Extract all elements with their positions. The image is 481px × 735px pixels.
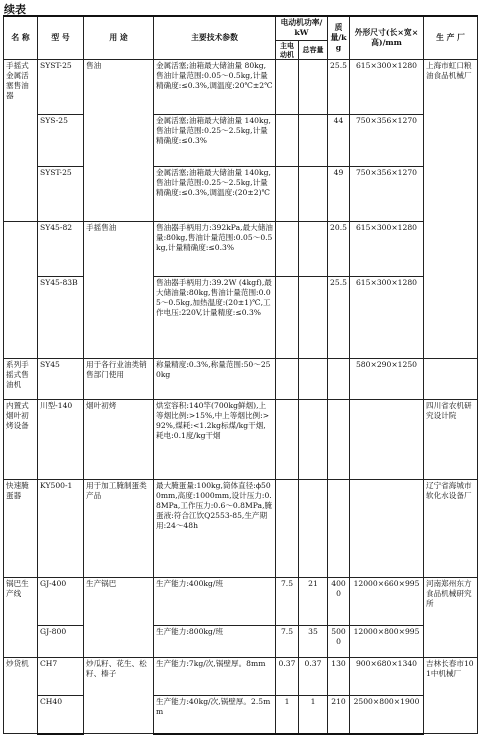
cell-power-main [276, 400, 299, 480]
cell-dims: 580×290×1250 [350, 359, 424, 400]
cell-mass [328, 480, 350, 578]
cell-mass: 20.5 [328, 222, 350, 277]
cell-mass: 210 [328, 696, 350, 734]
cell-params: 生产能力:7kg/次,锅壁厚。8mm [154, 658, 276, 696]
cell-use: 炒瓜籽、花生、松籽、榛子 [84, 658, 154, 734]
cell-params: 称量精度:0.3%,称量范围:50～250kg [154, 359, 276, 400]
cell-dims: 615×300×1280 [350, 60, 424, 115]
cell-power-main: 0.37 [276, 658, 299, 696]
table-row [4, 658, 478, 696]
cell-power-main [276, 359, 299, 400]
equipment-table [3, 15, 478, 735]
cell-dims: 750×356×1270 [350, 167, 424, 222]
cell-use: 用于各行业油类销售部门使用 [84, 359, 154, 400]
cell-power-main: 7.5 [276, 626, 299, 658]
cell-params: 金属活塞;油箱最大储油量 140kg,售油计量范围:0.25～2.5kg,计量精确度:≤0.3%,调温度:(20±2)℃ [154, 167, 276, 222]
cell-model: SYS-25 [38, 115, 84, 167]
cell-model: SYST-25 [38, 60, 84, 115]
cell-name: 内置式烟叶初烤设备 [4, 400, 38, 480]
cell-dims: 615×300×1280 [350, 222, 424, 277]
cell-power-total [299, 400, 328, 480]
cell-power-total [299, 222, 328, 277]
cell-mass: 25.5 [328, 277, 350, 359]
cell-power-main [276, 222, 299, 277]
cell-name: 系列手摇式售油机 [4, 359, 38, 400]
col-header-mass: 质量/kg [328, 16, 350, 60]
cell-model: 川型-140 [38, 400, 84, 480]
cell-params: 售油器手柄用力:392kPa,最大储油量:80kg,售油计量范围:0.05～0.5kg,计量精确度:≤0.3% [154, 222, 276, 277]
cell-mass: 130 [328, 658, 350, 696]
table-row [4, 696, 478, 734]
cell-maker: 河南郑州东方食品机械研究所 [424, 578, 478, 658]
cell-power-total [299, 167, 328, 222]
col-header-maker: 生 产 厂 [424, 16, 478, 60]
cell-dims: 900×680×1340 [350, 658, 424, 696]
cell-dims [350, 400, 424, 480]
cell-mass: 4000 [328, 578, 350, 626]
cell-model: GJ-400 [38, 578, 84, 626]
cell-dims: 615×300×1280 [350, 277, 424, 359]
cell-model: SYST-25 [38, 167, 84, 222]
cell-name: 快速腌蛋器 [4, 480, 38, 578]
cell-maker: 吉林长春市101中机械厂 [424, 658, 478, 734]
table-row [4, 359, 478, 400]
cell-mass: 5000 [328, 626, 350, 658]
cell-power-total: 35 [299, 626, 328, 658]
cell-use: 用于加工腌制蛋类产品 [84, 480, 154, 578]
continuation-label: 续表 [4, 3, 26, 16]
cell-power-total: 21 [299, 578, 328, 626]
cell-power-main [276, 60, 299, 115]
cell-maker: 四川省农机研究设计院 [424, 400, 478, 480]
cell-params: 金属活塞;油箱最大储油量 80kg,售油计量范围:0.05～0.5kg,计量精确度:≤0.3%,调温度:20℃±2℃ [154, 60, 276, 115]
cell-maker: 上海市虹口粮油食品机械厂 [424, 60, 478, 359]
cell-power-total [299, 115, 328, 167]
cell-mass [328, 359, 350, 400]
cell-params: 生产能力:40kg/次,锅壁厚。2.5mm [154, 696, 276, 734]
cell-name: 手摇式金属活塞售油器 [4, 60, 38, 222]
cell-use: 烟叶初烤 [84, 400, 154, 480]
cell-mass [328, 400, 350, 480]
cell-params: 最大腌蛋量:100kg,筒体直径:ϕ500mm,高度:1000mm,设计压力:0.8MPa,工作压力:0.6～0.8MPa,腌蛋液:符合江饮Q2553-85,生产期用:24～48h [154, 480, 276, 578]
cell-dims: 2500×800×1900 [350, 696, 424, 734]
cell-params: 生产能力:800kg/班 [154, 626, 276, 658]
table-row [4, 115, 478, 167]
cell-name [4, 222, 38, 359]
col-header-power-total: 总容量 [299, 40, 328, 59]
table-row [4, 277, 478, 359]
cell-power-total [299, 359, 328, 400]
cell-model: SY45 [38, 359, 84, 400]
table-row [4, 400, 478, 480]
table-row [4, 167, 478, 222]
cell-mass: 44 [328, 115, 350, 167]
cell-dims: 750×356×1270 [350, 115, 424, 167]
cell-model: KY500-1 [38, 480, 84, 578]
table-row [4, 578, 478, 626]
cell-power-main [276, 480, 299, 578]
cell-power-main [276, 277, 299, 359]
cell-mass: 25.5 [328, 60, 350, 115]
cell-params: 金属活塞;油箱最大储油量 140kg,售油计量范围:0.25～2.5kg,计量精确度:≤0.3% [154, 115, 276, 167]
cell-params: 生产能力:400kg/班 [154, 578, 276, 626]
cell-power-total [299, 480, 328, 578]
cell-params: 烘室容积:140竿(700kg鲜烟),上等烟比例:>15%,中上等烟比例:>92%,煤耗:<1.2kg标煤/kg干烟,耗电:0.1度/kg干烟 [154, 400, 276, 480]
cell-model: SY45-83B [38, 277, 84, 359]
cell-model: CH40 [38, 696, 84, 734]
cell-power-main [276, 115, 299, 167]
table-row [4, 60, 478, 115]
col-header-dims: 外形尺寸(长×宽×高)/mm [350, 16, 424, 60]
cell-maker [424, 359, 478, 400]
col-header-model: 型 号 [38, 16, 84, 60]
cell-model: CH7 [38, 658, 84, 696]
cell-power-total [299, 277, 328, 359]
cell-model: GJ-800 [38, 626, 84, 658]
col-header-power: 电动机功率/kW [276, 16, 328, 40]
cell-use: 生产锅巴 [84, 578, 154, 658]
table-row [4, 480, 478, 578]
cell-params: 售油器手柄用力:39.2W (4kgf),最大储油量:80kg,售油计量范围:0.05～0.5kg,加热温度:(20±1)℃,工作电压:220V,计量精度:≤0.3% [154, 277, 276, 359]
cell-power-main: 7.5 [276, 578, 299, 626]
cell-power-total: 1 [299, 696, 328, 734]
col-header-use: 用 途 [84, 16, 154, 60]
col-header-power-main: 主电动机 [276, 40, 299, 59]
cell-use: 售油 [84, 60, 154, 222]
table-row [4, 222, 478, 277]
cell-maker: 辽宁省海城市软化水设备厂 [424, 480, 478, 578]
cell-name: 锅巴生产线 [4, 578, 38, 658]
cell-power-main: 1 [276, 696, 299, 734]
cell-power-total [299, 60, 328, 115]
table-row [4, 626, 478, 658]
cell-use: 手摇售油 [84, 222, 154, 359]
cell-model: SY45-82 [38, 222, 84, 277]
col-header-name: 名 称 [4, 16, 38, 60]
cell-name: 炒货机 [4, 658, 38, 734]
cell-dims: 12000×800×995 [350, 626, 424, 658]
cell-dims [350, 480, 424, 578]
cell-dims: 12000×660×995 [350, 578, 424, 626]
cell-mass: 49 [328, 167, 350, 222]
cell-power-total: 0.37 [299, 658, 328, 696]
cell-power-main [276, 167, 299, 222]
col-header-params: 主要技术参数 [154, 16, 276, 60]
